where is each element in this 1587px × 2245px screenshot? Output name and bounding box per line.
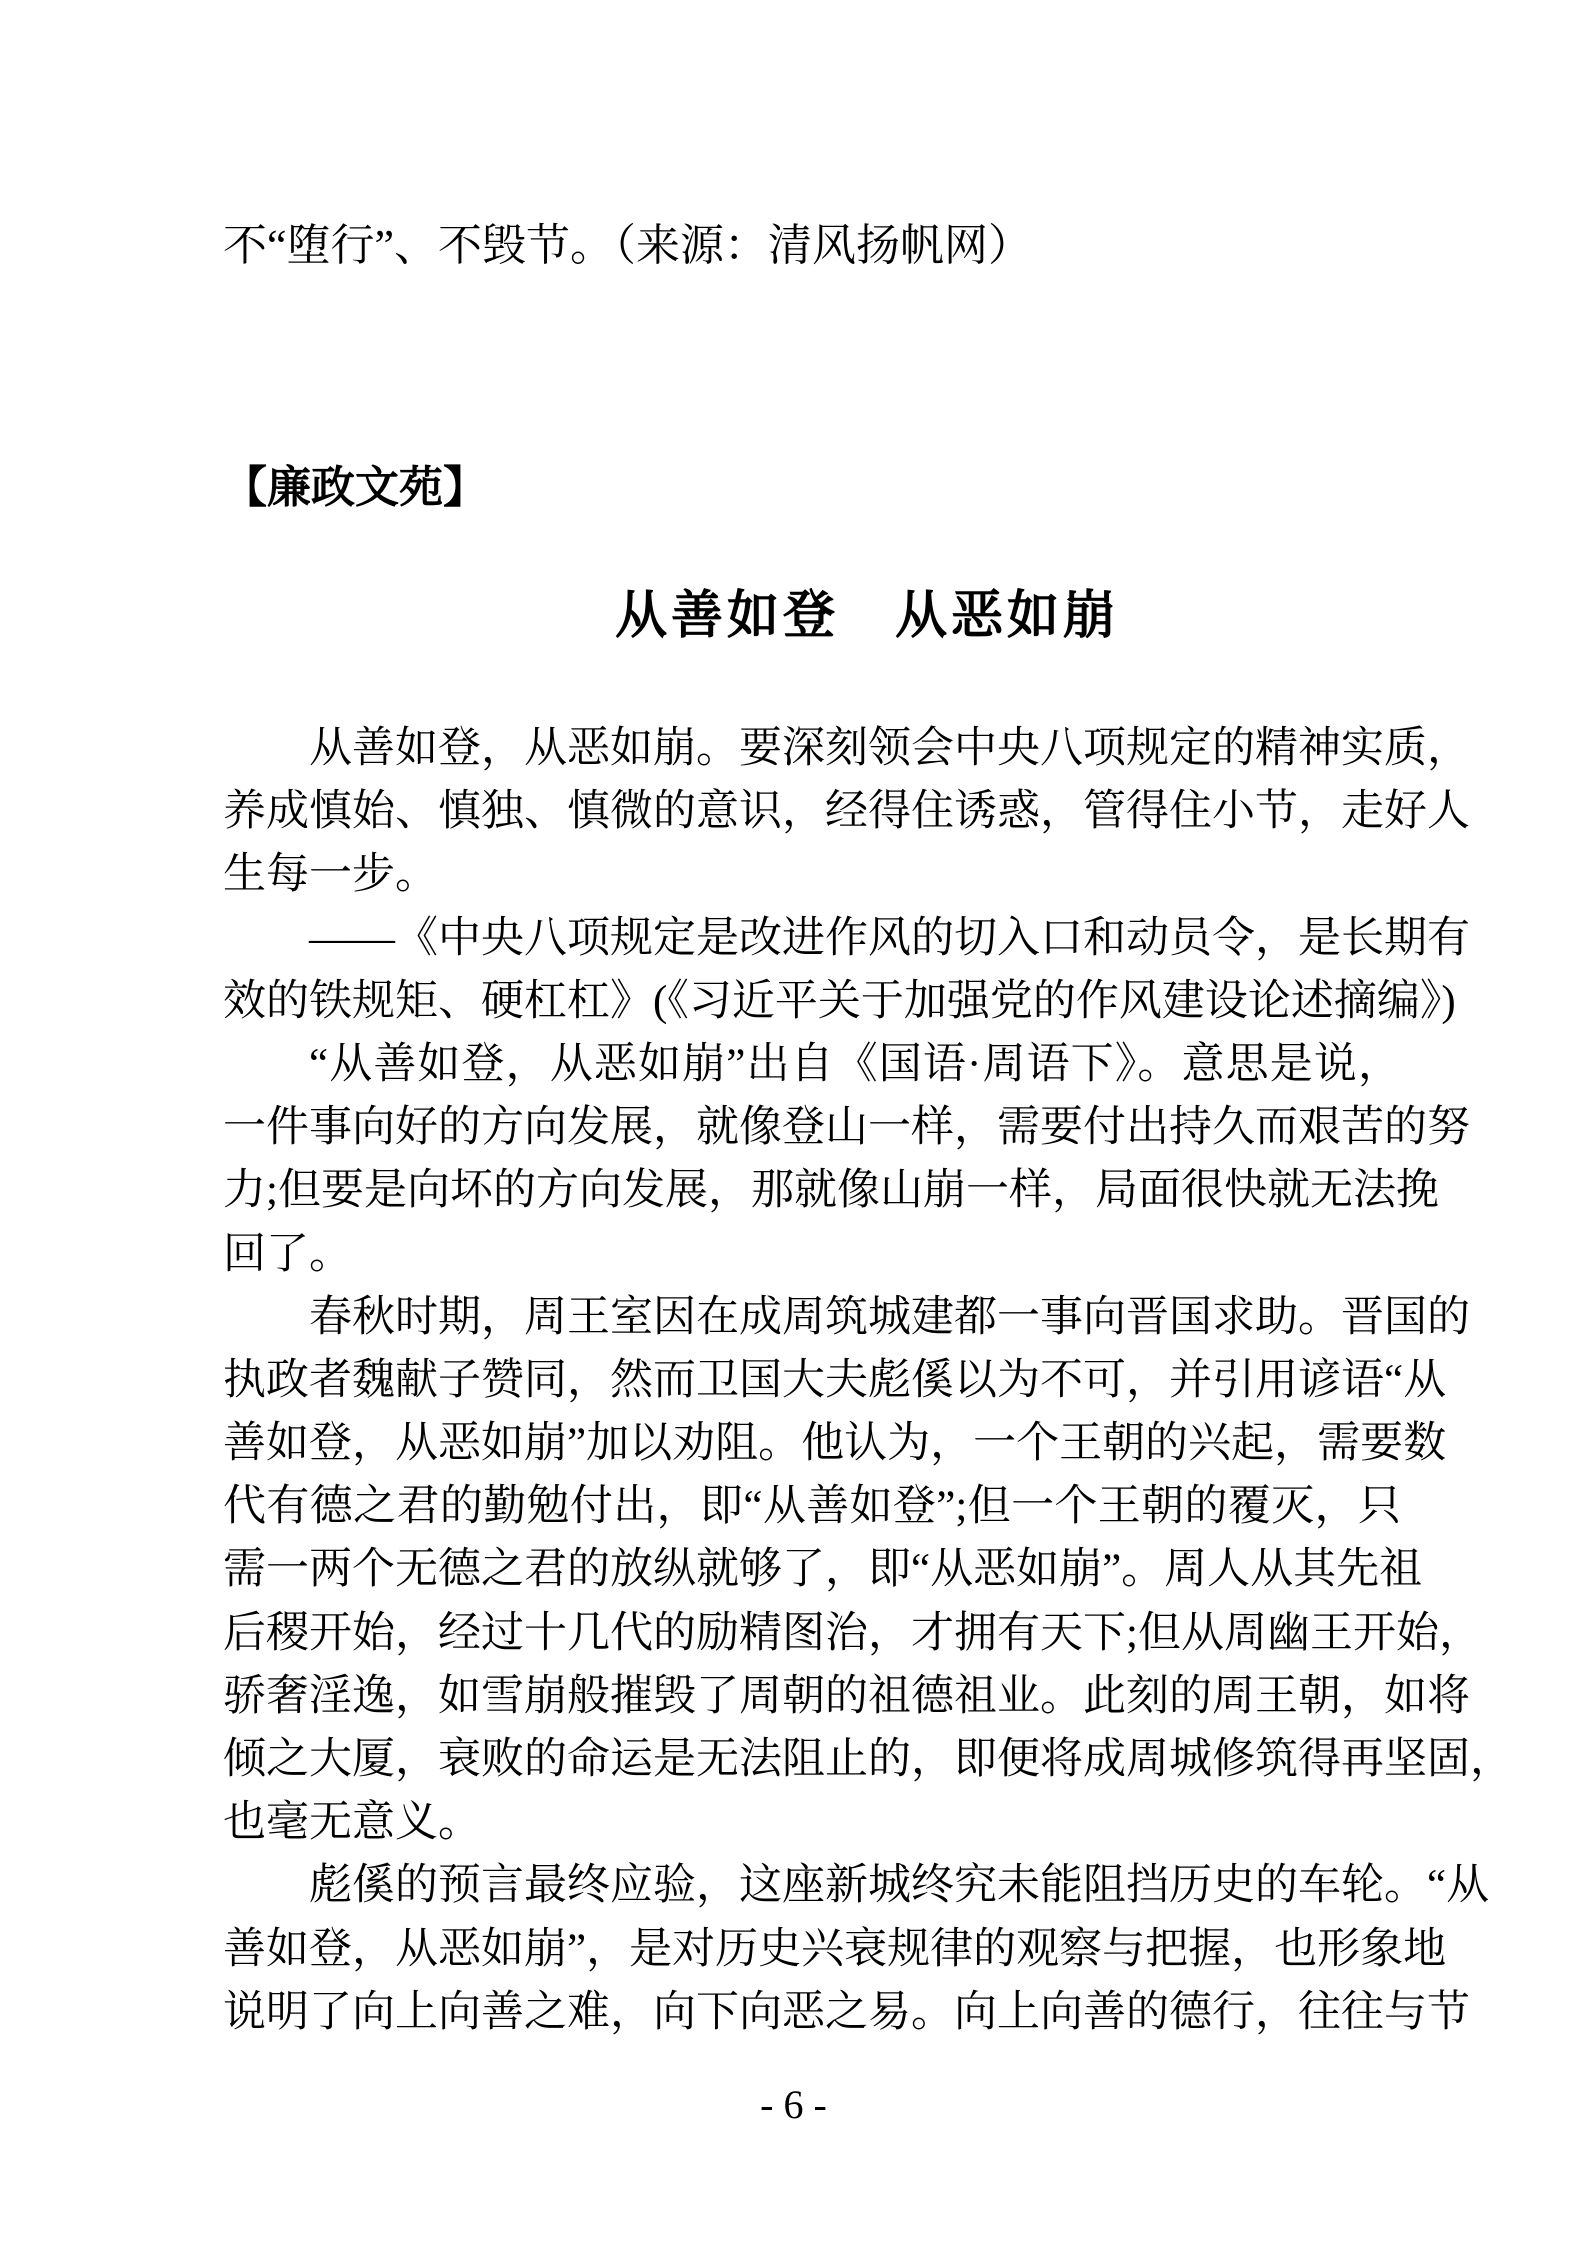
body-line: 从善如登，从恶如崩。要深刻领会中央八项规定的精神实质， [309, 725, 1470, 772]
body-line: 彪傒的预言最终应验，这座新城终究未能阻挡历史的车轮。“从 [309, 1862, 1490, 1910]
body-line: 善如登，从恶如崩”，是对历史兴衰规律的观察与把握，也形象地 [223, 1925, 1447, 1973]
body-line: 养成慎始、慎独、慎微的意识，经得住诱惑，管得住小节，走好人 [223, 788, 1470, 836]
section-header: 【廉政文苑】 [223, 463, 487, 512]
body-line: 生每一步。 [223, 851, 438, 899]
body-line: 善如登，从恶如崩”加以劝阻。他认为，一个王朝的兴起，需要数 [223, 1420, 1447, 1468]
body-line: 一件事向好的方向发展，就像登山一样，需要付出持久而艰苦的努 [223, 1104, 1470, 1152]
article-title: 从善如登 从恶如崩 [614, 588, 1119, 645]
article-body [223, 717, 1513, 2044]
body-line: ——《中央八项规定是改进作风的切入口和动员令，是长期有 [309, 914, 1470, 962]
body-line: 春秋时期，周王室因在成周筑城建都一事向晋国求助。晋国的 [309, 1293, 1470, 1341]
body-line: 骄奢淫逸，如雪崩般摧毁了周朝的祖德祖业。此刻的周王朝，如将 [223, 1672, 1470, 1720]
body-line: 也毫无意义。 [223, 1799, 481, 1847]
intro-line: 不“堕行”、不毁节。（来源：清风扬帆网） [223, 221, 1033, 270]
body-line: “从善如登，从恶如崩”出自《国语·周语下》。意思是说， [309, 1040, 1401, 1088]
body-line: 效的铁规矩、硬杠杠》(《习近平关于加强党的作风建设论述摘编》) [223, 977, 1456, 1025]
body-line: 执政者魏献子赞同，然而卫国大夫彪傒以为不可，并引用谚语“从 [223, 1356, 1447, 1404]
body-line: 代有德之君的勤勉付出，即“从善如登”;但一个王朝的覆灭，只 [223, 1483, 1401, 1531]
page-number: - 6 - [760, 2082, 827, 2127]
body-line: 倾之大厦，衰败的命运是无法阻止的，即便将成周城修筑得再坚固， [223, 1736, 1513, 1783]
body-line: 说明了向上向善之难，向下向恶之易。向上向善的德行，往往与节 [223, 1988, 1470, 2036]
body-line: 后稷开始，经过十几代的励精图治，才拥有天下;但从周幽王开始， [223, 1609, 1482, 1657]
body-line: 回了。 [223, 1230, 352, 1278]
body-line: 力;但要是向坏的方向发展，那就像山崩一样，局面很快就无法挽 [223, 1167, 1439, 1215]
body-line: 需一两个无德之君的放纵就够了，即“从恶如崩”。周人从其先祖 [223, 1546, 1423, 1594]
